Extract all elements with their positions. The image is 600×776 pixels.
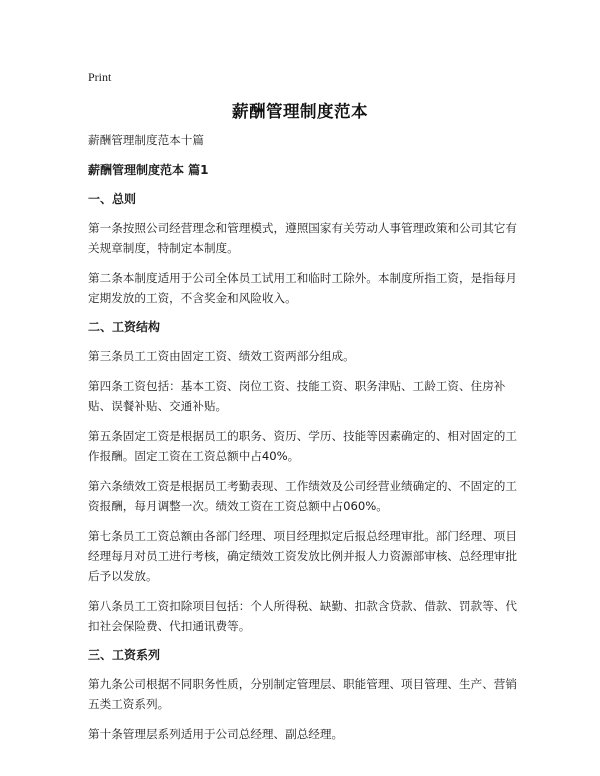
section-heading-general: 一、总则 — [88, 192, 137, 206]
paragraph-article-5: 第五条固定工资是根据员工的职务、资历、学历、技能等因素确定的、相对固定的工作报酬。固定工资在工资总额中占40%。 — [88, 429, 517, 463]
print-link[interactable]: Print — [88, 70, 112, 84]
section-heading-wage-series: 三、工资系列 — [88, 648, 161, 662]
document-body — [88, 130, 520, 744]
article-heading: 薪酬管理制度范本 篇1 — [88, 163, 209, 177]
paragraph-article-1: 第一条按照公司经营理念和管理模式，遵照国家有关劳动人事管理政策和公司其它有关规章制度，特制定本制度。 — [88, 221, 517, 255]
paragraph-article-10: 第十条管理层系列适用于公司总经理、副总经理。 — [88, 727, 344, 741]
paragraph-article-9: 第九条公司根据不同职务性质，分别制定管理层、职能管理、项目管理、生产、营销五类工资系列。 — [88, 677, 517, 711]
section-heading-wage-structure: 二、工资结构 — [88, 320, 161, 334]
paragraph-article-2: 第二条本制度适用于公司全体员工试用工和临时工除外。本制度所指工资，是指每月定期发放的工资，不含奖金和风险收入。 — [88, 271, 517, 305]
paragraph-article-4: 第四条工资包括：基本工资、岗位工资、技能工资、职务津贴、工龄工资、住房补贴、误餐补贴、交通补贴。 — [88, 379, 506, 413]
paragraph-article-3: 第三条员工工资由固定工资、绩效工资两部分组成。 — [88, 349, 355, 363]
paragraph-article-8: 第八条员工工资扣除项目包括：个人所得税、缺勤、扣款含贷款、借款、罚款等、代扣社会保险费、代扣通讯费等。 — [88, 599, 517, 633]
document-title: 薪酬管理制度范本 — [232, 102, 368, 121]
document-subtitle: 薪酬管理制度范本十篇 — [88, 133, 204, 147]
paragraph-article-6: 第六条绩效工资是根据员工考勤表现、工作绩效及公司经营业绩确定的、不固定的工资报酬，每月调整一次。绩效工资在工资总额中占060%。 — [88, 479, 517, 513]
paragraph-article-7: 第七条员工工资总额由各部门经理、项目经理拟定后报总经理审批。部门经理、项目经理每月对员工进行考核，确定绩效工资发放比例并报人力资源部审核、总经理审批后予以发放。 — [88, 529, 517, 583]
